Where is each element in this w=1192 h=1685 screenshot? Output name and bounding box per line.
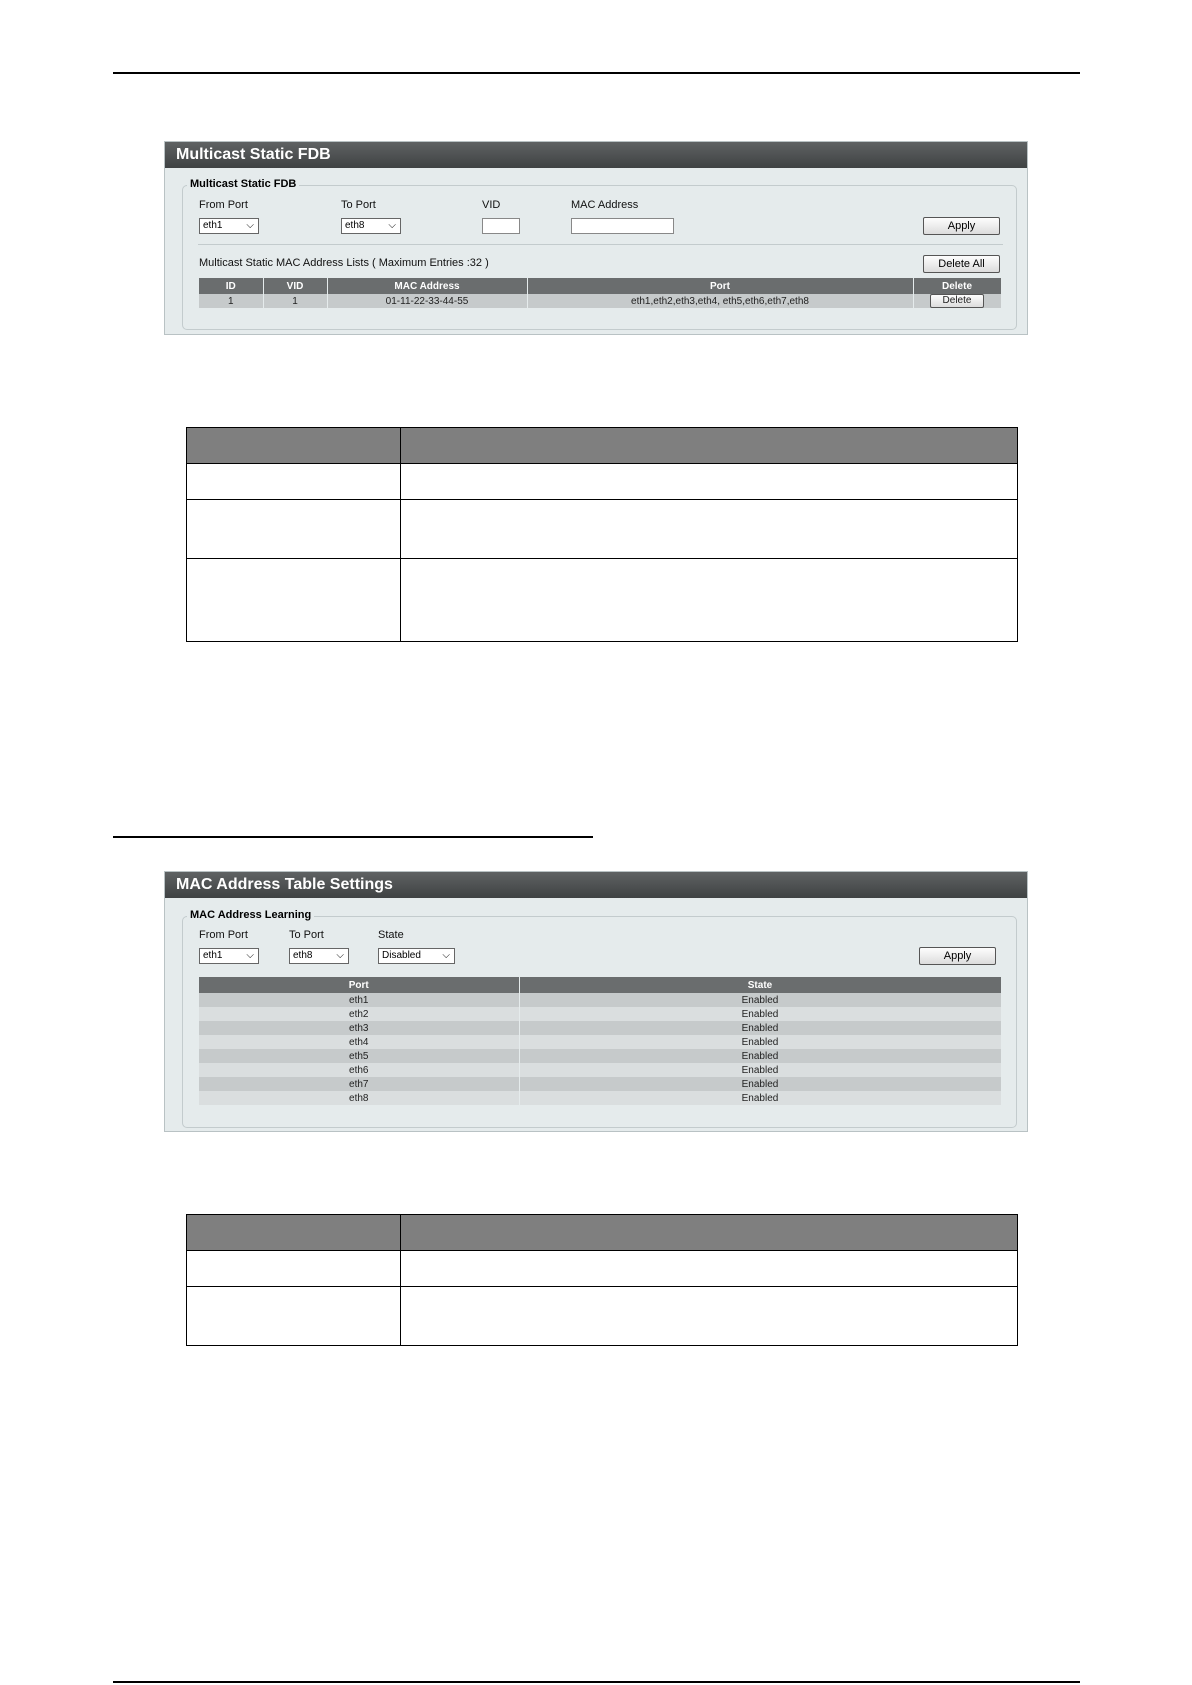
description-cell bbox=[401, 464, 1018, 500]
state-cell: Enabled bbox=[519, 1035, 1001, 1049]
state-label: State bbox=[378, 929, 404, 941]
list-title: Multicast Static MAC Address Lists ( Maximum Entries :32 ) bbox=[199, 257, 489, 269]
table-row bbox=[199, 294, 1001, 308]
table-row bbox=[199, 1063, 1001, 1077]
to-port-select[interactable] bbox=[289, 948, 349, 964]
description-cell bbox=[187, 500, 401, 559]
chevron-down-icon: ⌵ bbox=[336, 950, 344, 961]
description-cell bbox=[187, 559, 401, 642]
fieldset-legend: MAC Address Learning bbox=[187, 909, 314, 922]
from-port-label: From Port bbox=[199, 199, 248, 211]
chevron-down-icon: ⌵ bbox=[442, 950, 450, 961]
port-cell: eth3 bbox=[199, 1021, 519, 1035]
port-cell: eth6 bbox=[199, 1063, 519, 1077]
page-bottom-rule bbox=[113, 1681, 1080, 1683]
state-cell: Enabled bbox=[519, 1007, 1001, 1021]
fieldset-legend: Multicast Static FDB bbox=[187, 178, 299, 191]
column-header: Delete bbox=[913, 278, 1001, 294]
chevron-down-icon: ⌵ bbox=[388, 220, 396, 231]
state-cell: Enabled bbox=[519, 1091, 1001, 1105]
table-row bbox=[199, 1035, 1001, 1049]
to-port-label: To Port bbox=[341, 199, 376, 211]
divider bbox=[198, 244, 1003, 245]
page-top-rule bbox=[113, 72, 1080, 74]
column-header: State bbox=[519, 977, 1001, 993]
table-row bbox=[199, 1077, 1001, 1091]
mac-address-table-settings-panel bbox=[164, 871, 1028, 1132]
vid-input[interactable] bbox=[482, 218, 520, 234]
description-header-cell bbox=[187, 1215, 401, 1251]
table-row bbox=[199, 1021, 1001, 1035]
multicast-mac-table bbox=[199, 278, 1002, 308]
description-cell bbox=[401, 1251, 1018, 1287]
description-table-2 bbox=[186, 1214, 1018, 1346]
column-header: Port bbox=[527, 278, 913, 294]
id-cell: 1 bbox=[199, 294, 263, 308]
from-port-select[interactable] bbox=[199, 948, 259, 964]
table-row bbox=[199, 1091, 1001, 1105]
panel-title: Multicast Static FDB bbox=[165, 142, 1027, 168]
delete-row-button[interactable]: Delete bbox=[930, 294, 984, 308]
from-port-value: eth1 bbox=[203, 950, 223, 961]
mac-address-label: MAC Address bbox=[571, 199, 639, 211]
panel-title: MAC Address Table Settings bbox=[165, 872, 1027, 898]
description-cell bbox=[401, 1287, 1018, 1346]
port-cell: eth2 bbox=[199, 1007, 519, 1021]
description-cell bbox=[187, 464, 401, 500]
table-row bbox=[199, 1049, 1001, 1063]
to-port-select[interactable] bbox=[341, 218, 401, 234]
table-row bbox=[199, 1007, 1001, 1021]
state-cell: Enabled bbox=[519, 1049, 1001, 1063]
delete-all-button[interactable]: Delete All bbox=[923, 255, 1000, 273]
vid-cell: 1 bbox=[263, 294, 327, 308]
description-header-cell bbox=[187, 428, 401, 464]
multicast-static-fdb-panel bbox=[164, 141, 1028, 335]
port-cell: eth8 bbox=[199, 1091, 519, 1105]
chevron-down-icon: ⌵ bbox=[246, 950, 254, 961]
apply-button[interactable]: Apply bbox=[919, 947, 996, 965]
port-cell: eth7 bbox=[199, 1077, 519, 1091]
column-header: ID bbox=[199, 278, 263, 294]
description-header-cell bbox=[401, 428, 1018, 464]
column-header: MAC Address bbox=[327, 278, 527, 294]
column-header: VID bbox=[263, 278, 327, 294]
multicast-fdb-fieldset bbox=[182, 178, 1017, 330]
port-cell: eth5 bbox=[199, 1049, 519, 1063]
description-cell bbox=[187, 1287, 401, 1346]
mac-learning-table bbox=[199, 977, 1002, 1105]
state-cell: Enabled bbox=[519, 1021, 1001, 1035]
description-cell bbox=[401, 500, 1018, 559]
mac-address-input[interactable] bbox=[571, 218, 674, 234]
column-header: Port bbox=[199, 977, 519, 993]
table-row bbox=[199, 993, 1001, 1007]
description-header-cell bbox=[401, 1215, 1018, 1251]
delete-cell bbox=[913, 294, 1001, 308]
state-cell: Enabled bbox=[519, 993, 1001, 1007]
chevron-down-icon: ⌵ bbox=[246, 220, 254, 231]
vid-label: VID bbox=[482, 199, 501, 211]
mac-cell: 01-11-22-33-44-55 bbox=[327, 294, 527, 308]
from-port-value: eth1 bbox=[203, 220, 223, 231]
from-port-select[interactable] bbox=[199, 218, 259, 234]
state-value: Disabled bbox=[382, 950, 421, 961]
apply-button[interactable]: Apply bbox=[923, 217, 1000, 235]
port-cell: eth1,eth2,eth3,eth4, eth5,eth6,eth7,eth8 bbox=[527, 294, 913, 308]
section-heading-underline bbox=[113, 836, 593, 838]
state-cell: Enabled bbox=[519, 1077, 1001, 1091]
to-port-label: To Port bbox=[289, 929, 324, 941]
port-cell: eth1 bbox=[199, 993, 519, 1007]
to-port-value: eth8 bbox=[345, 220, 365, 231]
port-cell: eth4 bbox=[199, 1035, 519, 1049]
description-table-1 bbox=[186, 427, 1018, 642]
mac-learning-fieldset bbox=[182, 909, 1017, 1128]
to-port-value: eth8 bbox=[293, 950, 313, 961]
state-cell: Enabled bbox=[519, 1063, 1001, 1077]
from-port-label: From Port bbox=[199, 929, 248, 941]
description-cell bbox=[401, 559, 1018, 642]
description-cell bbox=[187, 1251, 401, 1287]
state-select[interactable] bbox=[378, 948, 455, 964]
